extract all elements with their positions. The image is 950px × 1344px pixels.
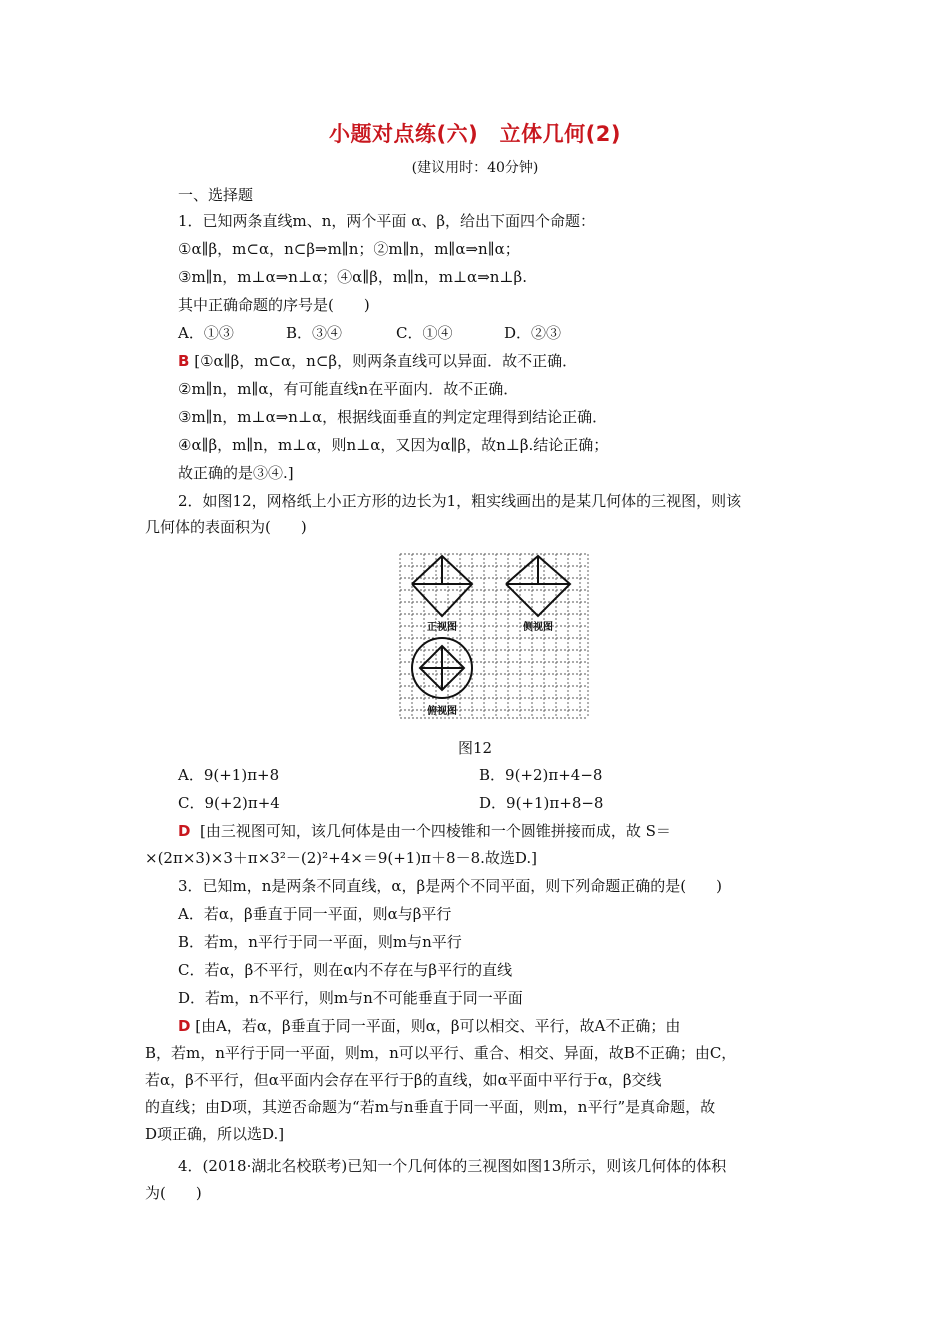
q3-solution-line-2: B，若m，n平行于同一平面，则m，n可以平行、重合、相交、异面，故B不正确；由C，	[145, 1044, 737, 1062]
q1-proposition-line-1: ①α∥β，m⊂α，n⊂β⇒m∥n；②m∥n，m∥α⇒n∥α；	[178, 240, 520, 258]
q2-solution-text-1: [由三视图可知，该几何体是由一个四棱锥和一个圆锥拼接而成，故 S＝	[200, 822, 671, 840]
q3-stem: 3．已知m，n是两条不同直线，α，β是两个不同平面，则下列命题正确的是( )	[178, 877, 722, 895]
q1-option-a: A．①③	[178, 324, 234, 342]
q3-option-a: A．若α，β垂直于同一平面，则α与β平行	[178, 905, 452, 923]
three-view-figure	[398, 546, 590, 722]
q2-option-a: A．9(+1)π+8	[178, 766, 280, 784]
front-view	[412, 556, 472, 616]
q1-option-c: C．①④	[396, 324, 453, 342]
q3-option-d: D．若m，n不平行，则m与n不可能垂直于同一平面	[178, 989, 523, 1007]
q2-stem-line-1: 2．如图12，网格纸上小正方形的边长为1，粗实线画出的是某几何体的三视图，则该	[178, 492, 742, 510]
q3-option-b: B．若m，n平行于同一平面，则m与n平行	[178, 933, 462, 951]
figure-12-caption: 图12	[457, 739, 493, 757]
q1-solution-line-2: ②m∥n，m∥α，有可能直线n在平面内．故不正确．	[178, 380, 519, 398]
q2-answer: D	[178, 822, 191, 840]
q3-solution-line-5: D项正确，所以选D.]	[145, 1125, 285, 1143]
q1-solution-line-4: ④α∥β，m∥n，m⊥α，则n⊥α，又因为α∥β，故n⊥β.结论正确；	[178, 436, 609, 454]
q2-solution-line-2: ×(2π×3)×3＋π×3²－(2)²+4×＝9(+1)π＋8－8.故选D.]	[145, 849, 538, 867]
q1-question: 其中正确命题的序号是( )	[178, 296, 370, 314]
section-heading: 一、选择题	[178, 186, 254, 204]
q1-option-b: B．③④	[286, 324, 343, 342]
q1-solution-line-5: 故正确的是③④.]	[178, 464, 294, 482]
q3-solution-line-3: 若α，β不平行，但α平面内会存在平行于β的直线，如α平面中平行于α，β交线	[145, 1071, 662, 1089]
page-subtitle: (建议用时：40分钟)	[411, 160, 539, 176]
q1-answer: B	[178, 352, 190, 370]
q1-solution-line-1	[178, 351, 577, 371]
side-view	[506, 556, 570, 616]
q3-option-c: C．若α，β不平行，则在α内不存在与β平行的直线	[178, 961, 513, 979]
q1-solution-text-1: [①α∥β，m⊂α，n⊂β，则两条直线可以异面．故不正确．	[194, 352, 578, 370]
page-title: 小题对点练(六) 立体几何(2)	[328, 122, 621, 146]
q1-option-d: D．②③	[504, 324, 562, 342]
grid-lines	[400, 554, 588, 718]
q2-solution-line-1	[178, 821, 671, 841]
side-view-label: 侧视图	[523, 622, 553, 633]
q2-option-b: B．9(+2)π+4−8	[479, 766, 603, 784]
top-view	[412, 638, 472, 698]
q2-option-c: C．9(+2)π+4	[178, 794, 280, 812]
q4-stem-line-1: 4．(2018·湖北名校联考)已知一个几何体的三视图如图13所示，则该几何体的体积	[178, 1157, 727, 1175]
q3-answer: D	[178, 1017, 191, 1035]
q3-solution-text-1: [由A，若α，β垂直于同一平面，则α，β可以相交、平行，故A不正确；由	[195, 1017, 681, 1035]
q4-stem-line-2: 为( )	[145, 1184, 202, 1202]
q2-stem-line-2: 几何体的表面积为( )	[145, 518, 307, 536]
q1-proposition-line-2: ③m∥n，m⊥α⇒n⊥α；④α∥β，m∥n，m⊥α⇒n⊥β.	[178, 268, 527, 286]
top-view-label: 俯视图	[427, 706, 457, 717]
front-view-label: 正视图	[427, 622, 457, 633]
q3-solution-line-4: 的直线；由D项，其逆否命题为“若m与n垂直于同一平面，则m，n平行”是真命题，故	[145, 1098, 716, 1116]
q1-stem: 1．已知两条直线m、n，两个平面 α、β，给出下面四个命题：	[178, 212, 595, 230]
q1-solution-line-3: ③m∥n，m⊥α⇒n⊥α，根据线面垂直的判定定理得到结论正确．	[178, 408, 608, 426]
q2-option-d: D．9(+1)π+8−8	[479, 794, 604, 812]
q3-solution-line-1	[178, 1016, 680, 1036]
